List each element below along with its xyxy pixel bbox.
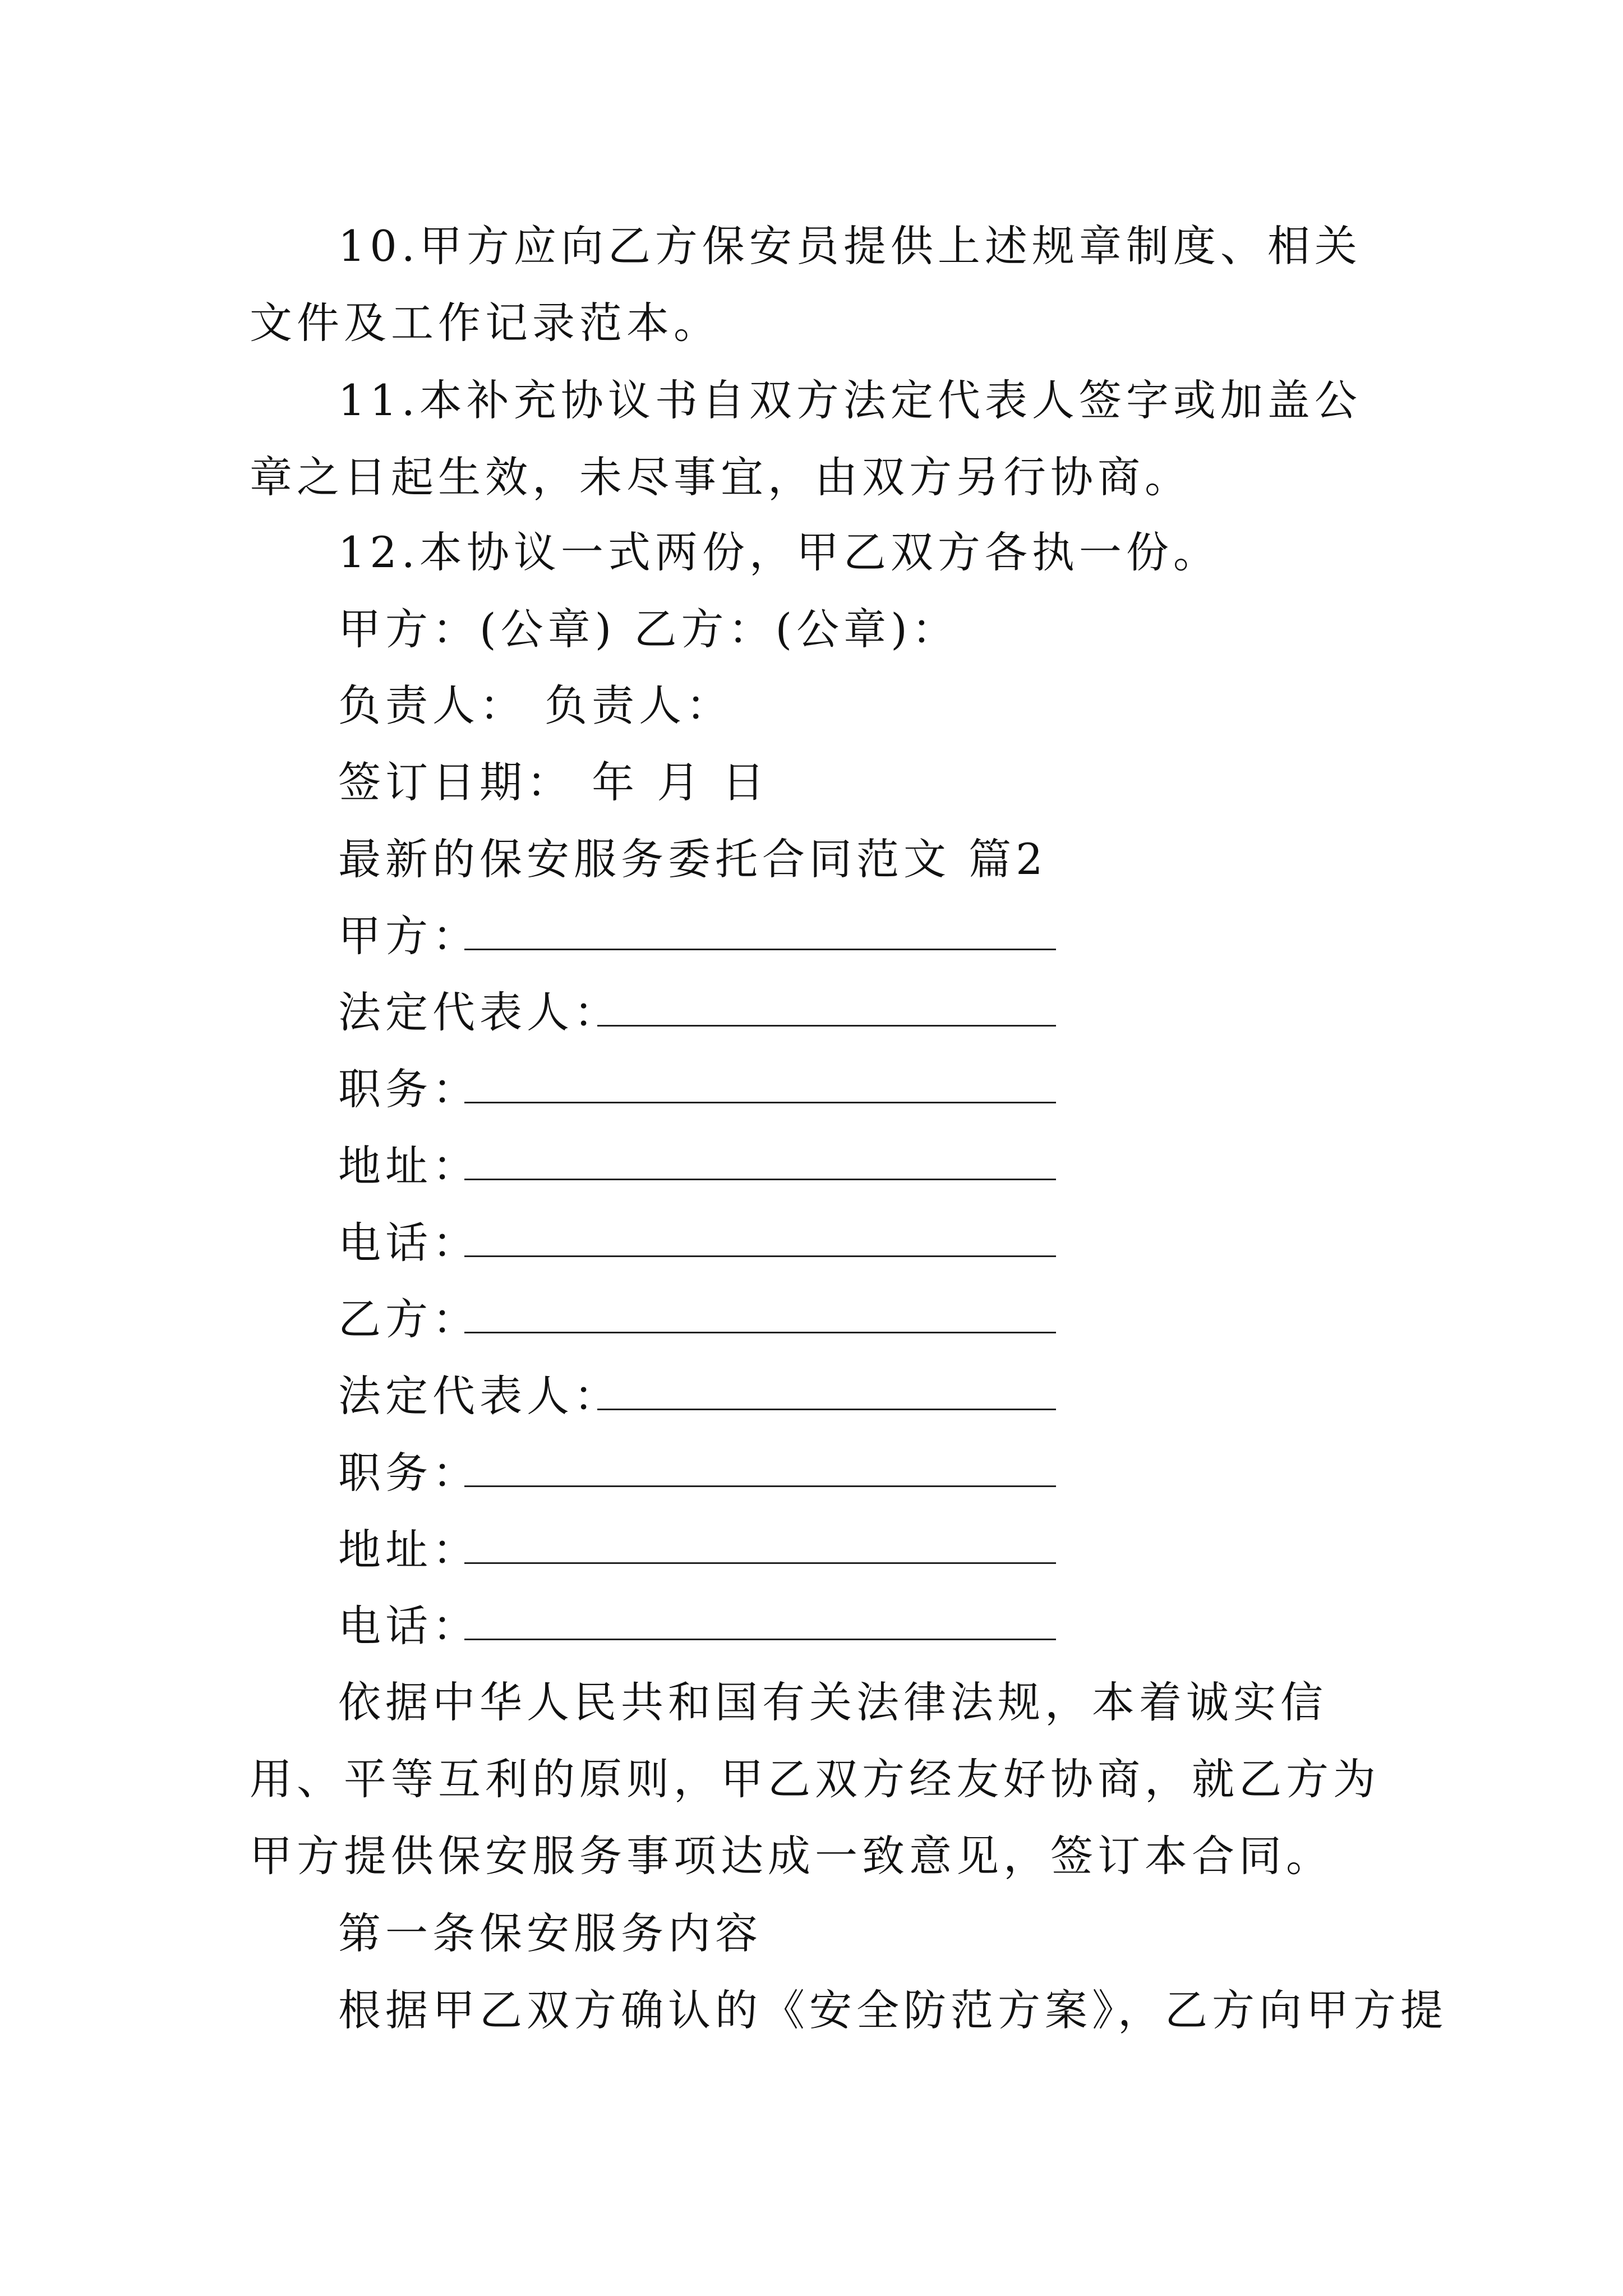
party-b-legal-rep-label: 法定代表人： (338, 1371, 621, 1421)
party-a-phone-label: 电话： (338, 1218, 479, 1268)
party-a-name-field[interactable] (338, 908, 479, 964)
sign-date-line: 签订日期： 年 月 日 (338, 757, 769, 807)
party-a-legal-rep-blank[interactable] (597, 1025, 1056, 1027)
responsible-line: 负责人： 负责人： (338, 680, 734, 730)
party-b-phone-blank[interactable] (464, 1639, 1056, 1640)
party-a-position-field[interactable] (338, 1061, 479, 1117)
party-b-phone-label: 电话： (338, 1601, 479, 1651)
clause-11: 11.本补充协议书自双方法定代表人签字或加盖公章之日起生效，未尽事宜，由双方另行协商。 (250, 375, 1362, 502)
party-a-name-blank[interactable] (464, 949, 1056, 950)
party-b-legal-rep-field[interactable] (338, 1368, 621, 1424)
party-b-position-field[interactable] (338, 1445, 479, 1501)
party-b-name-label: 乙方： (338, 1294, 479, 1344)
party-a-legal-rep-label: 法定代表人： (338, 987, 621, 1037)
clause-12: 12.本协议一式两份，甲乙双方各执一份。 (338, 527, 1220, 577)
party-b-address-field[interactable] (338, 1522, 479, 1578)
party-a-name-label: 甲方： (338, 911, 479, 961)
party-a-phone-blank[interactable] (464, 1255, 1056, 1257)
party-a-address-label: 地址： (338, 1141, 479, 1191)
party-a-address-blank[interactable] (464, 1179, 1056, 1180)
party-b-phone-field[interactable] (338, 1598, 479, 1654)
party-a-position-blank[interactable] (464, 1102, 1056, 1103)
party-a-phone-field[interactable] (338, 1215, 479, 1271)
seal-line: 甲方：(公章) 乙方：(公章)： (338, 604, 959, 654)
preamble-paragraph: 依据中华人民共和国有关法律法规，本着诚实信用、平等互利的原则，甲乙双方经友好协商，就乙方为甲方提供保安服务事项达成一致意见，签订本合同。 (250, 1677, 1380, 1881)
article-1-title: 第一条保安服务内容 (338, 1908, 762, 1958)
article-1-text: 根据甲乙双方确认的《安全防范方案》，乙方向甲方提 (338, 1985, 1447, 2035)
party-b-legal-rep-blank[interactable] (597, 1409, 1056, 1410)
party-b-name-blank[interactable] (464, 1332, 1056, 1333)
party-b-address-label: 地址： (338, 1525, 479, 1575)
party-b-position-blank[interactable] (464, 1485, 1056, 1487)
party-a-position-label: 职务： (338, 1064, 479, 1114)
party-b-name-field[interactable] (338, 1291, 479, 1347)
clause-10: 10.甲方应向乙方保安员提供上述规章制度、相关文件及工作记录范本。 (250, 221, 1362, 348)
party-b-address-blank[interactable] (464, 1562, 1056, 1564)
section-title: 最新的保安服务委托合同范文 篇2 (338, 834, 1048, 884)
party-a-legal-rep-field[interactable] (338, 984, 621, 1041)
party-a-address-field[interactable] (338, 1138, 479, 1194)
party-b-position-label: 职务： (338, 1448, 479, 1498)
